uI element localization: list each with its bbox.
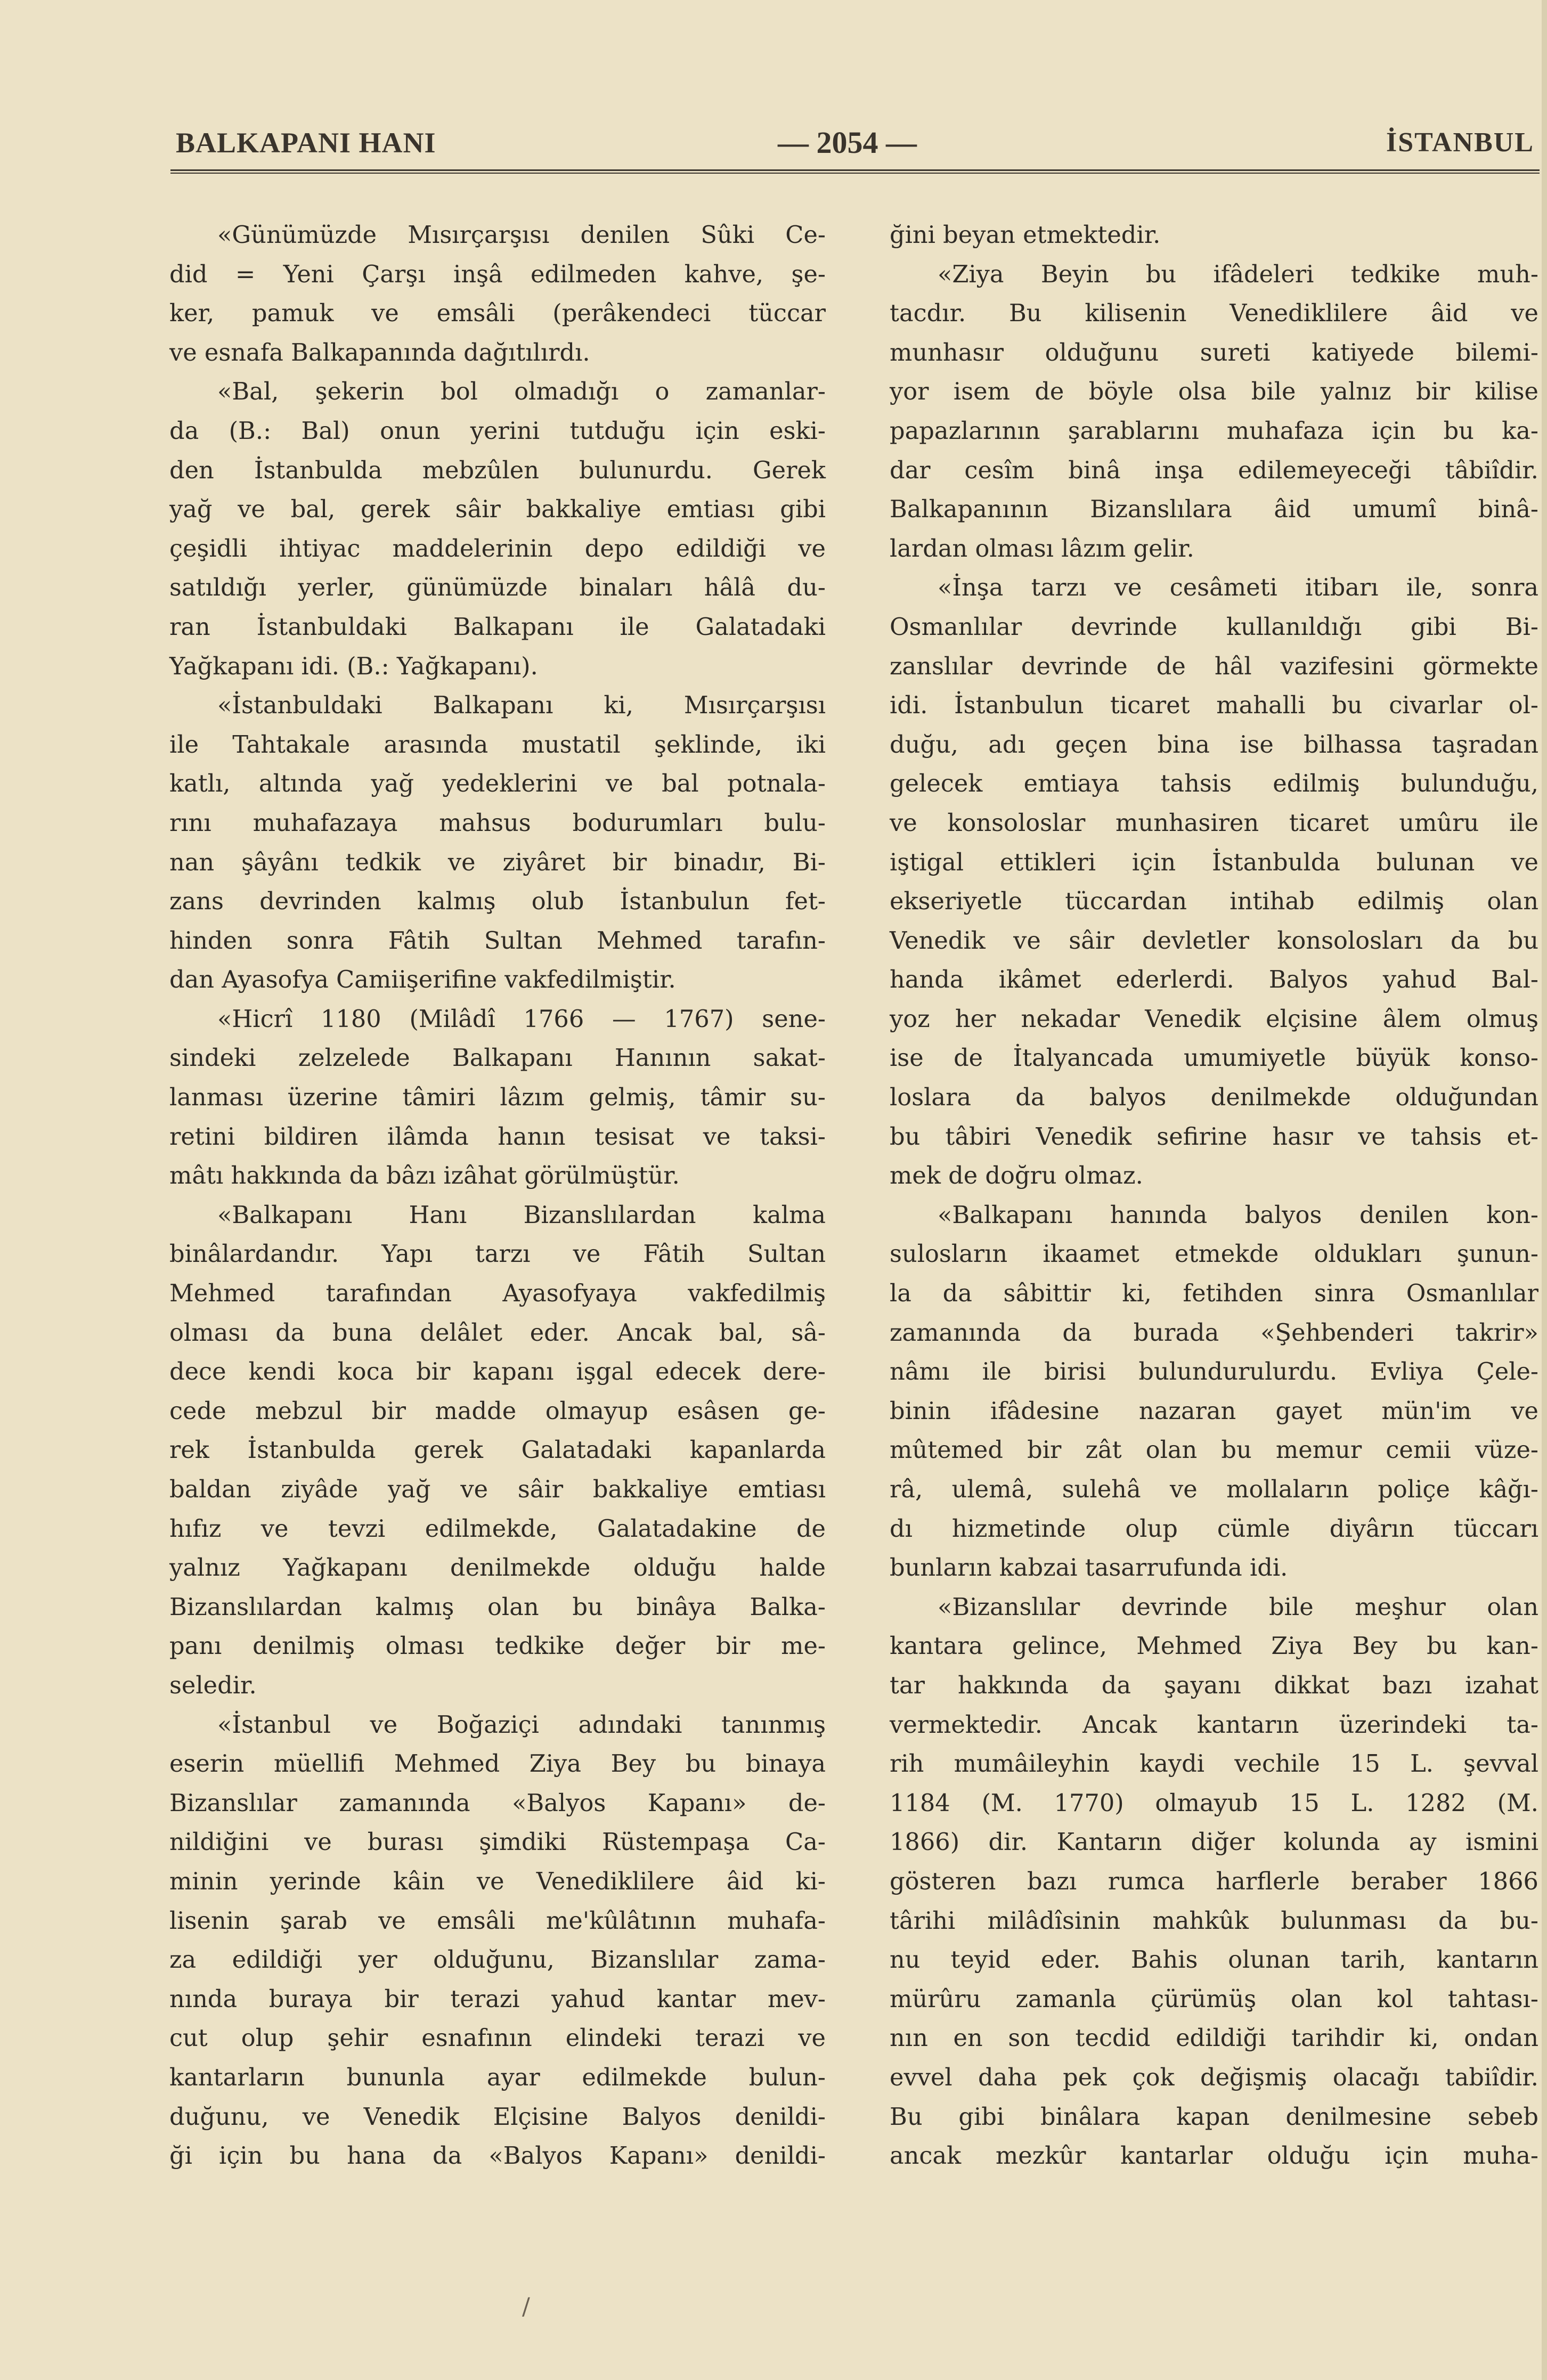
text-line: yalnız Yağkapanı denilmekde olduğu halde [169, 1554, 826, 1582]
text-line: lardan olması lâzım gelir. [890, 534, 1194, 563]
text-line: panı denilmiş olması tedkike değer bir me- [169, 1632, 826, 1660]
text-line: Bizanslılardan kalmış olan bu binâya Balka- [169, 1593, 826, 1621]
text-line: iştigal ettikleri için İstanbulda bulunan ve [890, 848, 1538, 876]
text-line: rih mumâileyhin kaydi vechile 15 L. şevval [890, 1750, 1538, 1778]
text-line: olması da buna delâlet eder. Ancak bal, sâ- [169, 1318, 826, 1347]
text-line: Osmanlılar devrinde kullanıldığı gibi Bi- [890, 613, 1538, 641]
text-line: yoz her nekadar Venedik elçisine âlem olmuş [890, 1005, 1538, 1033]
text-line: la da sâbittir ki, fetihden sinra Osmanlılar [890, 1279, 1538, 1308]
text-line: cut olup şehir esnafının elindeki terazi ve [169, 2024, 826, 2052]
text-line: nında buraya bir terazi yahud kantar mev- [169, 1985, 826, 2013]
text-line: mek de doğru olmaz. [890, 1162, 1143, 1190]
text-line: 1866) dir. Kantarın diğer kolunda ay ismini [890, 1828, 1538, 1856]
text-line: «Balkapanı hanında balyos denilen kon- [938, 1201, 1538, 1229]
text-line: «İstanbul ve Boğaziçi adındaki tanınmış [217, 1710, 826, 1739]
text-line: Bu gibi binâlara kapan denilmesine sebeb [890, 2102, 1538, 2131]
text-line: duğunu, ve Venedik Elçisine Balyos denildi- [169, 2102, 826, 2131]
text-line: satıldığı yerler, günümüzde binaları hâlâ du- [169, 574, 826, 602]
text-line: ran İstanbuldaki Balkapanı ile Galatadaki [169, 613, 826, 641]
text-line: za edildiği yer olduğunu, Bizanslılar zama- [169, 1946, 826, 1974]
text-line: nın en son tecdid edildiği tarihdir ki, ondan [890, 2024, 1538, 2052]
text-line: Venedik ve sâir devletler konsolosları da bu [890, 926, 1538, 955]
text-line: idi. İstanbulun ticaret mahalli bu civarlar ol- [890, 691, 1538, 720]
text-line: eserin müellifi Mehmed Ziya Bey bu binaya [169, 1750, 826, 1778]
text-line: Mehmed tarafından Ayasofyaya vakfedilmiş [169, 1279, 826, 1308]
text-line: lanması üzerine tâmiri lâzım gelmiş, tâmir su- [169, 1083, 826, 1112]
text-line: kantara gelince, Mehmed Ziya Bey bu kan- [890, 1632, 1538, 1660]
page-number: — 2054 — [778, 125, 917, 160]
text-line: yağ ve bal, gerek sâir bakkaliye emtiası gibi [169, 495, 826, 524]
text-line: binâlardandır. Yapı tarzı ve Fâtih Sultan [169, 1240, 826, 1268]
text-line: vermektedir. Ancak kantarın üzerindeki ta- [890, 1710, 1538, 1739]
text-line: handa ikâmet ederlerdi. Balyos yahud Bal- [890, 966, 1538, 994]
text-line: nu teyid eder. Bahis olunan tarih, kantarın [890, 1946, 1538, 1974]
text-line: Yağkapanı idi. (B.: Yağkapanı). [169, 652, 538, 680]
text-line: dar cesîm binâ inşa edilemeyeceği tâbiîdir. [890, 456, 1538, 484]
text-line: bu tâbiri Venedik sefirine hasır ve tahsis et- [890, 1122, 1538, 1151]
text-line: da (B.: Bal) onun yerini tutduğu için eski- [169, 417, 826, 445]
text-line: «İstanbuldaki Balkapanı ki, Mısırçarşısı [217, 691, 826, 720]
text-line: ker, pamuk ve emsâli (perâkendeci tüccar [169, 299, 826, 328]
text-line: duğu, adı geçen bina ise bilhassa taşradan [890, 730, 1538, 759]
text-line: dan Ayasofya Camiişerifine vakfedilmiştir. [169, 966, 676, 994]
text-line: sindeki zelzelede Balkapanı Hanının sakat- [169, 1044, 826, 1072]
text-line: minin yerinde kâin ve Venediklilere âid ki- [169, 1867, 826, 1895]
text-line: rek İstanbulda gerek Galatadaki kapanlarda [169, 1436, 826, 1464]
text-line: râ, ulemâ, sulehâ ve mollaların poliçe kâğı- [890, 1476, 1538, 1503]
running-header [170, 121, 1534, 164]
text-line: zans devrinden kalmış olub İstanbulun fet- [169, 887, 826, 916]
text-line: zamanında da burada «Şehbenderi takrir» [890, 1318, 1538, 1347]
text-line: ğini beyan etmektedir. [890, 221, 1161, 249]
left-column [169, 216, 826, 2176]
text-line: sulosların ikaamet etmekde oldukları şunun- [890, 1240, 1538, 1268]
text-line: «Bizanslılar devrinde bile meşhur olan [938, 1593, 1538, 1621]
text-line: mâtı hakkında da bâzı izâhat görülmüştür. [169, 1162, 680, 1190]
text-line: «Hicrî 1180 (Milâdî 1766 — 1767) sene- [217, 1005, 826, 1033]
text-line: nan şâyânı tedkik ve ziyâret bir binadır, Bi- [169, 848, 826, 876]
text-line: «Balkapanı Hanı Bizanslılardan kalma [217, 1201, 826, 1229]
header-article-title: BALKAPANI HANI [176, 127, 436, 159]
text-line: gelecek emtiaya tahsis edilmiş bulunduğu, [890, 770, 1538, 798]
text-line: gösteren bazı rumca harflerle beraber 1866 [890, 1867, 1538, 1895]
text-line: zanslılar devrinde de hâl vazifesini görmekte [890, 652, 1538, 680]
text-line: binin ifâdesine nazaran gayet mün'im ve [890, 1397, 1538, 1425]
text-line: tacdır. Bu kilisenin Venediklilere âid ve [890, 299, 1538, 328]
text-line: rını muhafazaya mahsus bodurumları bulu- [169, 809, 826, 837]
header-rule [170, 169, 1540, 174]
text-line: seledir. [169, 1671, 257, 1699]
text-line: katlı, altında yağ yedeklerini ve bal potnala- [169, 770, 826, 798]
footer-mark: / [522, 2293, 530, 2320]
text-line: çeşidli ihtiyac maddelerinin depo edildiği ve [169, 534, 826, 563]
text-line: hıfız ve tevzi edilmekde, Galatadakine de [169, 1514, 826, 1543]
right-column [890, 216, 1538, 2176]
text-line: dı hizmetinde olup cümle diyârın tüccarı [890, 1514, 1538, 1543]
text-line: yor isem de böyle olsa bile yalnız bir kilise [890, 378, 1538, 406]
text-line: cede mebzul bir madde olmayup esâsen ge- [169, 1397, 826, 1425]
text-line: ile Tahtakale arasında mustatil şeklinde, iki [169, 730, 826, 759]
text-line: ve esnafa Balkapanında dağıtılırdı. [169, 338, 590, 366]
page-edge-shadow [1542, 0, 1547, 2380]
text-line: «Günümüzde Mısırçarşısı denilen Sûki Ce- [217, 221, 826, 249]
text-line: lisenin şarab ve emsâli me'kûlâtının muhafa- [169, 1906, 826, 1935]
text-line: evvel daha pek çok değişmiş olacağı tabiîdir. [890, 2063, 1538, 2091]
text-line: ancak mezkûr kantarlar olduğu için muha- [890, 2142, 1538, 2170]
text-line: mürûru zamanla çürümüş olan kol tahtası- [890, 1985, 1538, 2013]
text-line: ve konsoloslar munhasiren ticaret umûru ile [890, 809, 1538, 837]
text-line: 1184 (M. 1770) olmayub 15 L. 1282 (M. [890, 1789, 1538, 1817]
text-line: bunların kabzai tasarrufunda idi. [890, 1554, 1288, 1582]
text-line: nildiğini ve burası şimdiki Rüstempaşa Ca- [169, 1828, 826, 1856]
text-line: târihi milâdîsinin mahkûk bulunması da bu- [890, 1906, 1538, 1935]
text-line: «Bal, şekerin bol olmadığı o zamanlar- [217, 378, 826, 406]
text-line: kantarların bununla ayar edilmekde bulun- [169, 2063, 826, 2091]
text-line: mûtemed bir zât olan bu memur cemii vüze- [890, 1436, 1538, 1464]
text-line: ise de İtalyancada umumiyetle büyük konso- [890, 1044, 1538, 1072]
text-line: loslara da balyos denilmekde olduğundan [890, 1083, 1538, 1112]
text-line: retini bildiren ilâmda hanın tesisat ve taksi- [169, 1122, 826, 1151]
text-line: baldan ziyâde yağ ve sâir bakkaliye emtiası [169, 1476, 826, 1503]
text-line: munhasır olduğunu sureti katiyede bilemi- [890, 338, 1538, 366]
text-line: did = Yeni Çarşı inşâ edilmeden kahve, şe- [169, 260, 826, 288]
text-line: ği için bu hana da «Balyos Kapanı» denildi- [169, 2142, 826, 2170]
text-line: den İstanbulda mebzûlen bulunurdu. Gerek [169, 456, 826, 484]
text-line: «İnşa tarzı ve cesâmeti itibarı ile, sonra [938, 574, 1538, 602]
text-line: Bizanslılar zamanında «Balyos Kapanı» de- [169, 1789, 826, 1817]
text-line: dece kendi koca bir kapanı işgal edecek dere- [169, 1358, 826, 1386]
text-line: ekseriyetle tüccardan intihab edilmiş olan [890, 887, 1538, 916]
header-encyclopedia-title: İSTANBUL [1386, 127, 1534, 158]
text-line: nâmı ile birisi bulundurulurdu. Evliya Çele- [890, 1358, 1538, 1386]
text-line: hinden sonra Fâtih Sultan Mehmed tarafın- [169, 926, 826, 955]
text-line: «Ziya Beyin bu ifâdeleri tedkike muh- [938, 260, 1538, 288]
text-line: papazlarının şarablarını muhafaza için bu ka- [890, 417, 1538, 445]
text-line: Balkapanının Bizanslılara âid umumî binâ- [890, 495, 1538, 524]
text-line: tar hakkında da şayanı dikkat bazı izahat [890, 1671, 1538, 1699]
